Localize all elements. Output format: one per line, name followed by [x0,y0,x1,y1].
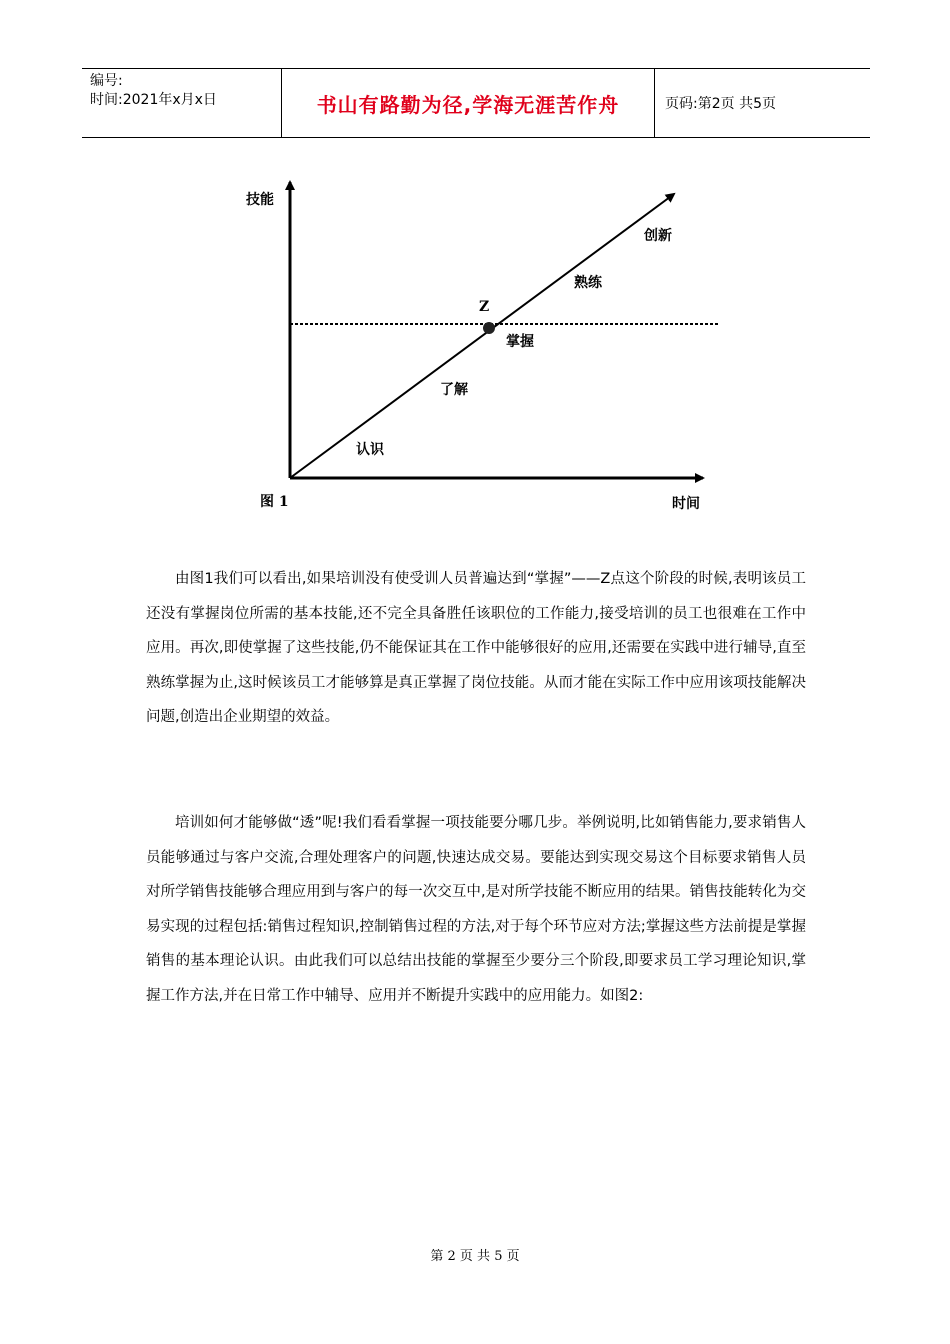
stage-label-understand: 了解 [440,382,468,398]
header-motto: 书山有路勤为径,学海无涯苦作舟 [282,69,655,137]
paragraph-1: 由图1我们可以看出,如果培训没有使受训人员普遍达到“掌握”——Z点这个阶段的时候,表明该员工还没有掌握岗位所需的基本技能,还不完全具备胜任该职位的工作能力,接受培训的员工也很难在工作中应用。再次,即使掌握了这些技能,仍不能保证其在工作中能够很好的应用,还需要在实践中进行辅导,直至熟练掌握为止,这时候该员工才能够算是真正掌握了岗位技能。从而才能在实际工作中应用该项技能解决问题,创造出企业期望的效益。 [146,571,806,725]
stage-label-innovate: 创新 [644,228,672,244]
header-page-info: 页码:第2页 共5页 [665,96,776,112]
point-z-marker [483,322,495,334]
skill-growth-chart [240,170,720,520]
header-meta [82,69,282,137]
page-footer: 第 2 页 共 5 页 [430,1249,520,1264]
point-z-label: Z [479,299,490,315]
header-number: 编号: [90,73,123,89]
stage-label-proficient: 熟练 [574,275,602,291]
figure-label: 图 1 [260,494,289,510]
y-axis-label: 技能 [246,192,274,208]
skill-growth-line [290,194,674,478]
stage-label-master: 掌握 [506,334,534,350]
figure-1 [240,170,720,520]
header-time: 时间:2021年x月x日 [90,92,217,108]
paragraph-2: 培训如何才能够做“透”呢!我们看看掌握一项技能要分哪几步。举例说明,比如销售能力,要求销售人员能够通过与客户交流,合理处理客户的问题,快速达成交易。要能达到实现交易这个目标要求销售人员对所学销售技能够合理应用到与客户的每一次交互中,是对所学技能不断应用的结果。销售技能转化为交易实现的过程包括:销售过程知识,控制销售过程的方法,对于每个环节应对方法;掌握这些方法前提是掌握销售的基本理论认识。由此我们可以总结出技能的掌握至少要分三个阶段,即要求员工学习理论知识,掌握工作方法,并在日常工作中辅导、应用并不断提升实践中的应用能力。如图2: [146,815,806,1004]
x-axis-label: 时间 [672,496,700,512]
stage-label-recognize: 认识 [356,442,384,458]
document-header [82,68,870,138]
